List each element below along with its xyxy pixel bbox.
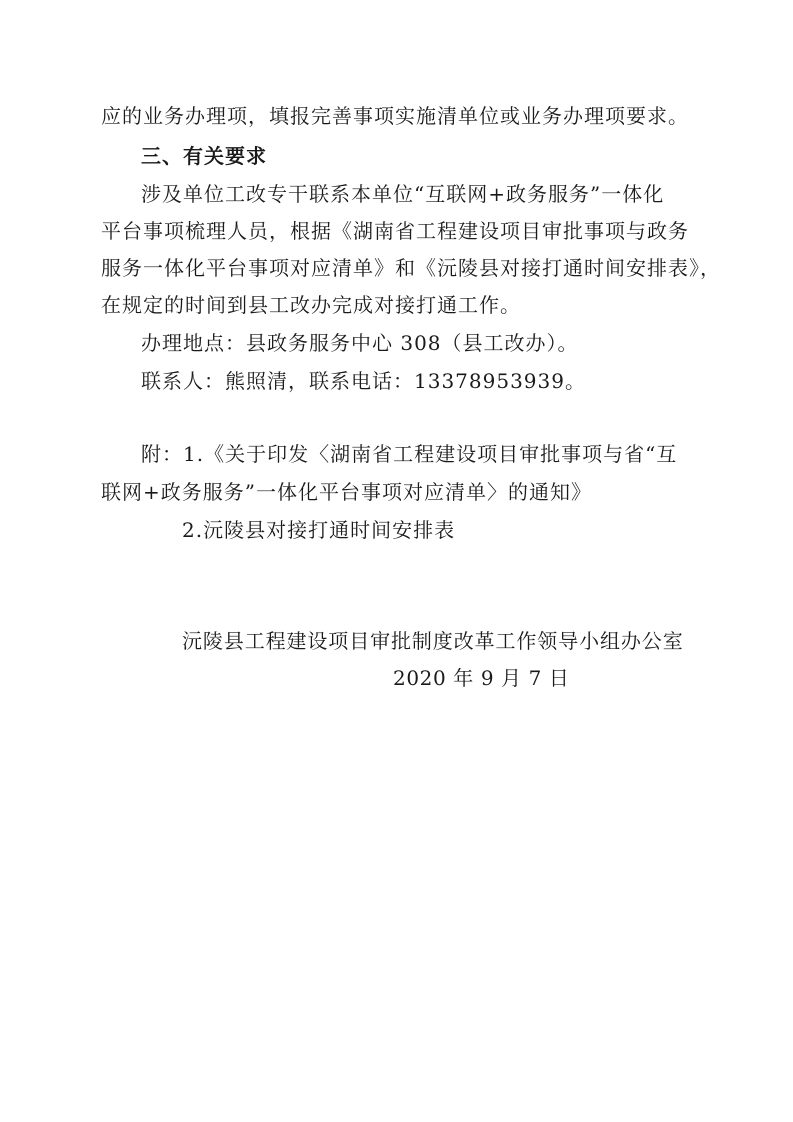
body-line-2: 涉及单位工改专干联系本单位“互联网+政务服务”一体化 bbox=[141, 182, 665, 206]
issuer-signature: 沅陵县工程建设项目审批制度改革工作领导小组办公室 bbox=[182, 629, 684, 653]
body-line-5: 在规定的时间到县工改办完成对接打通工作。 bbox=[101, 293, 521, 317]
section-heading: 三、有关要求 bbox=[141, 144, 267, 168]
body-line-4: 服务一体化平台事项对应清单》和《沅陵县对接打通时间安排表》， bbox=[101, 256, 721, 280]
attachment-line-3: 2.沅陵县对接打通时间安排表 bbox=[182, 518, 456, 542]
attachment-line-2: 联网+政务服务”一体化平台事项对应清单〉的通知》 bbox=[101, 480, 592, 504]
issue-date: 2020 年 9 月 7 日 bbox=[393, 666, 570, 690]
body-line-3: 平台事项梳理人员，根据《湖南省工程建设项目审批事项与政务 bbox=[101, 219, 689, 243]
office-address: 办理地点：县政务服务中心 308（县工改办）。 bbox=[141, 331, 579, 355]
attachment-line-1: 附：1.《关于印发〈湖南省工程建设项目审批事项与省“互 bbox=[141, 442, 678, 466]
body-line-1: 应的业务办理项，填报完善事项实施清单位或业务办理项要求。 bbox=[101, 104, 689, 128]
contact-info: 联系人：熊照清，联系电话：13378953939。 bbox=[141, 369, 586, 393]
